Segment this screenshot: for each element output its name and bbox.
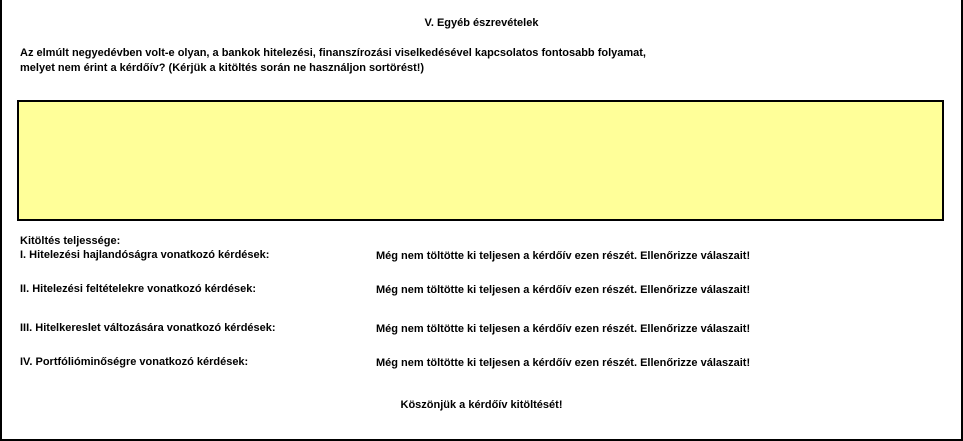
row-status-lending-conditions: Még nem töltötte ki teljesen a kérdőív ezen részét. Ellenőrizze válaszait!	[376, 284, 751, 296]
row-status-lending-willingness: Még nem töltötte ki teljesen a kérdőív ezen részét. Ellenőrizze válaszait!	[376, 250, 751, 262]
question-text	[20, 46, 920, 76]
thank-you-text: Köszönjük a kérdőív kitöltését!	[400, 399, 563, 411]
row-label-lending-conditions: II. Hitelezési feltételekre vonatkozó kérdések:	[20, 283, 256, 295]
question-line-1: Az elmúlt negyedévben volt-e olyan, a bankok hitelezési, finanszírozási viselkedésével kapcsolatos fontosabb folyamat,	[20, 47, 646, 59]
completeness-heading: Kitöltés teljessége:	[20, 235, 121, 247]
answer-textarea[interactable]	[17, 100, 944, 221]
question-line-2: melyet nem érint a kérdőív? (Kérjük a kitöltés során ne használjon sortörést!)	[20, 62, 425, 74]
section-title: V. Egyéb észrevételek	[424, 17, 539, 29]
row-label-portfolio-quality: IV. Portfólióminőségre vonatkozó kérdések:	[20, 356, 249, 368]
row-label-credit-demand: III. Hitelkereslet változására vonatkozó kérdések:	[20, 322, 276, 334]
row-status-portfolio-quality: Még nem töltötte ki teljesen a kérdőív ezen részét. Ellenőrizze válaszait!	[376, 357, 751, 369]
row-label-lending-willingness: I. Hitelezési hajlandóságra vonatkozó kérdések:	[20, 249, 270, 261]
row-status-credit-demand: Még nem töltötte ki teljesen a kérdőív ezen részét. Ellenőrizze válaszait!	[376, 323, 751, 335]
